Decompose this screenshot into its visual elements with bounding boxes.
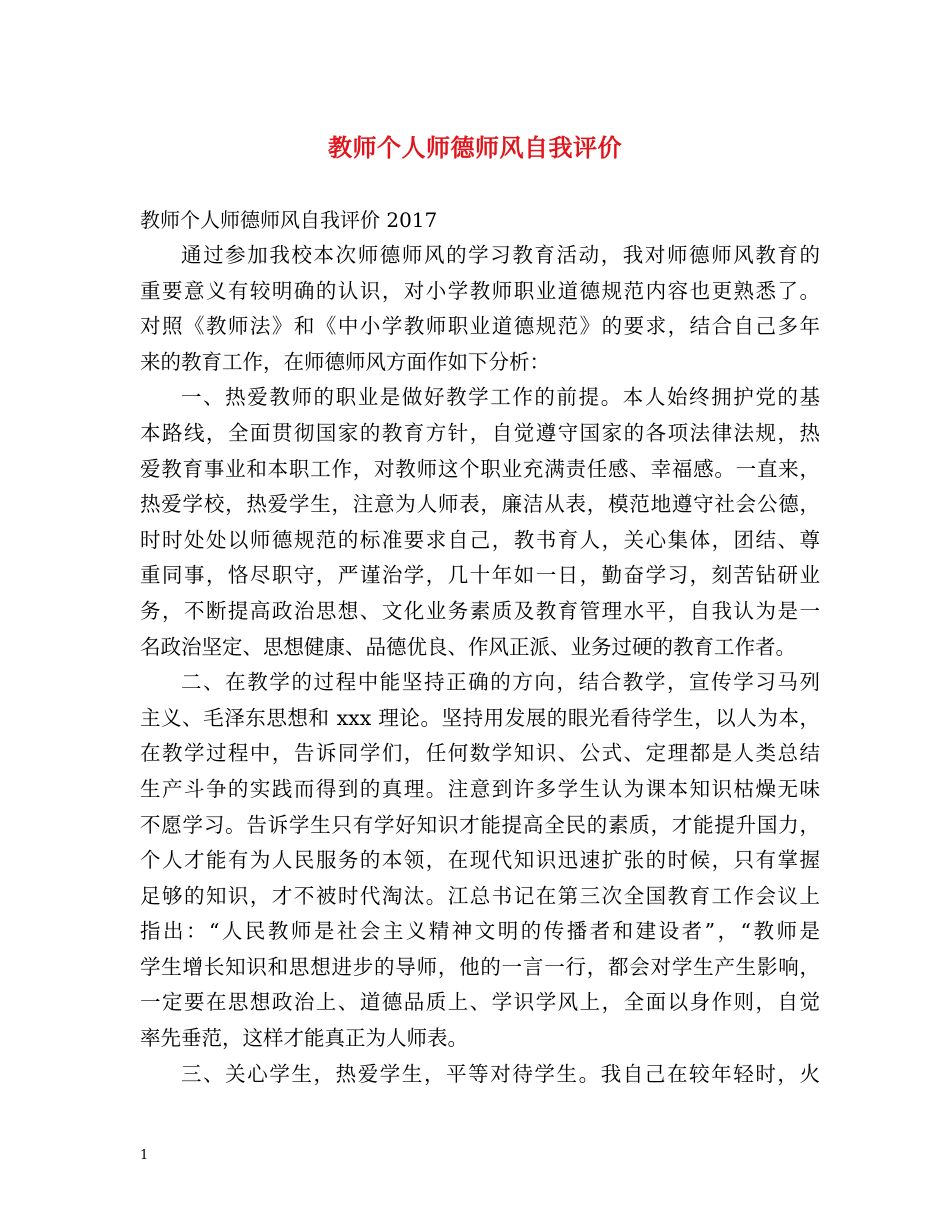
body-line: 一、热爱教师的职业是做好教学工作的前提。本人始终拥护党的基 xyxy=(181,385,820,410)
body-line: 指出：“人民教师是社会主义精神文明的传播者和建设者”，“教师是 xyxy=(140,919,820,944)
body-line: 来的教育工作，在师德师风方面作如下分析： xyxy=(140,349,550,374)
body-line: 足够的知识，才不被时代淘汰。江总书记在第三次全国教育工作会议上 xyxy=(140,883,820,908)
body-line: 通过参加我校本次师德师风的学习教育活动，我对师德师风教育的 xyxy=(181,243,820,267)
body-line: 对照《教师法》和《中小学教师职业道德规范》的要求，结合自己多年 xyxy=(140,314,820,339)
body-line: 个人才能有为人民服务的本领，在现代知识迅速扩张的时候，只有掌握 xyxy=(140,848,820,873)
body-line: 主义、毛泽东思想和 xxx 理论。坚持用发展的眼光看待学生，以人为本， xyxy=(140,705,820,730)
body-line: 名政治坚定、思想健康、品德优良、作风正派、业务过硬的教育工作者。 xyxy=(140,634,796,659)
document-body xyxy=(140,238,820,1092)
page-number: 1 xyxy=(140,1148,149,1163)
body-line: 在教学过程中，告诉同学们，任何数学知识、公式、定理都是人类总结 xyxy=(140,741,820,766)
body-line: 爱教育事业和本职工作，对教师这个职业充满责任感、幸福感。一直来， xyxy=(140,456,820,481)
document-subtitle: 教师个人师德师风自我评价 2017 xyxy=(140,208,438,232)
body-line: 率先垂范，这样才能真正为人师表。 xyxy=(140,1026,468,1051)
body-line: 重要意义有较明确的认识，对小学教师职业道德规范内容也更熟悉了。 xyxy=(140,278,820,303)
body-line: 二、在教学的过程中能坚持正确的方向，结合教学，宣传学习马列 xyxy=(181,670,820,695)
body-line: 生产斗争的实践而得到的真理。注意到许多学生认为课本知识枯燥无味 xyxy=(140,776,820,801)
body-line: 学生增长知识和思想进步的导师，他的一言一行，都会对学生产生影响， xyxy=(140,954,820,979)
body-line: 重同事，恪尽职守，严谨治学，几十年如一日，勤奋学习，刻苦钻研业 xyxy=(140,563,820,588)
body-line: 务，不断提高政治思想、文化业务素质及教育管理水平，自我认为是一 xyxy=(140,598,820,623)
body-line: 不愿学习。告诉学生只有学好知识才能提高全民的素质，才能提升国力， xyxy=(140,812,820,837)
body-line: 时时处处以师德规范的标准要求自己，教书育人，关心集体，团结、尊 xyxy=(140,527,820,552)
body-line: 热爱学校，热爱学生，注意为人师表，廉洁从表，模范地遵守社会公德， xyxy=(140,492,820,517)
document-title: 教师个人师德师风自我评价 xyxy=(328,133,622,162)
body-line: 一定要在思想政治上、道德品质上、学识学风上，全面以身作则，自觉 xyxy=(140,990,820,1015)
body-line: 本路线，全面贯彻国家的教育方针，自觉遵守国家的各项法律法规，热 xyxy=(140,420,820,445)
body-line: 三、关心学生，热爱学生，平等对待学生。我自己在较年轻时，火 xyxy=(181,1061,820,1086)
